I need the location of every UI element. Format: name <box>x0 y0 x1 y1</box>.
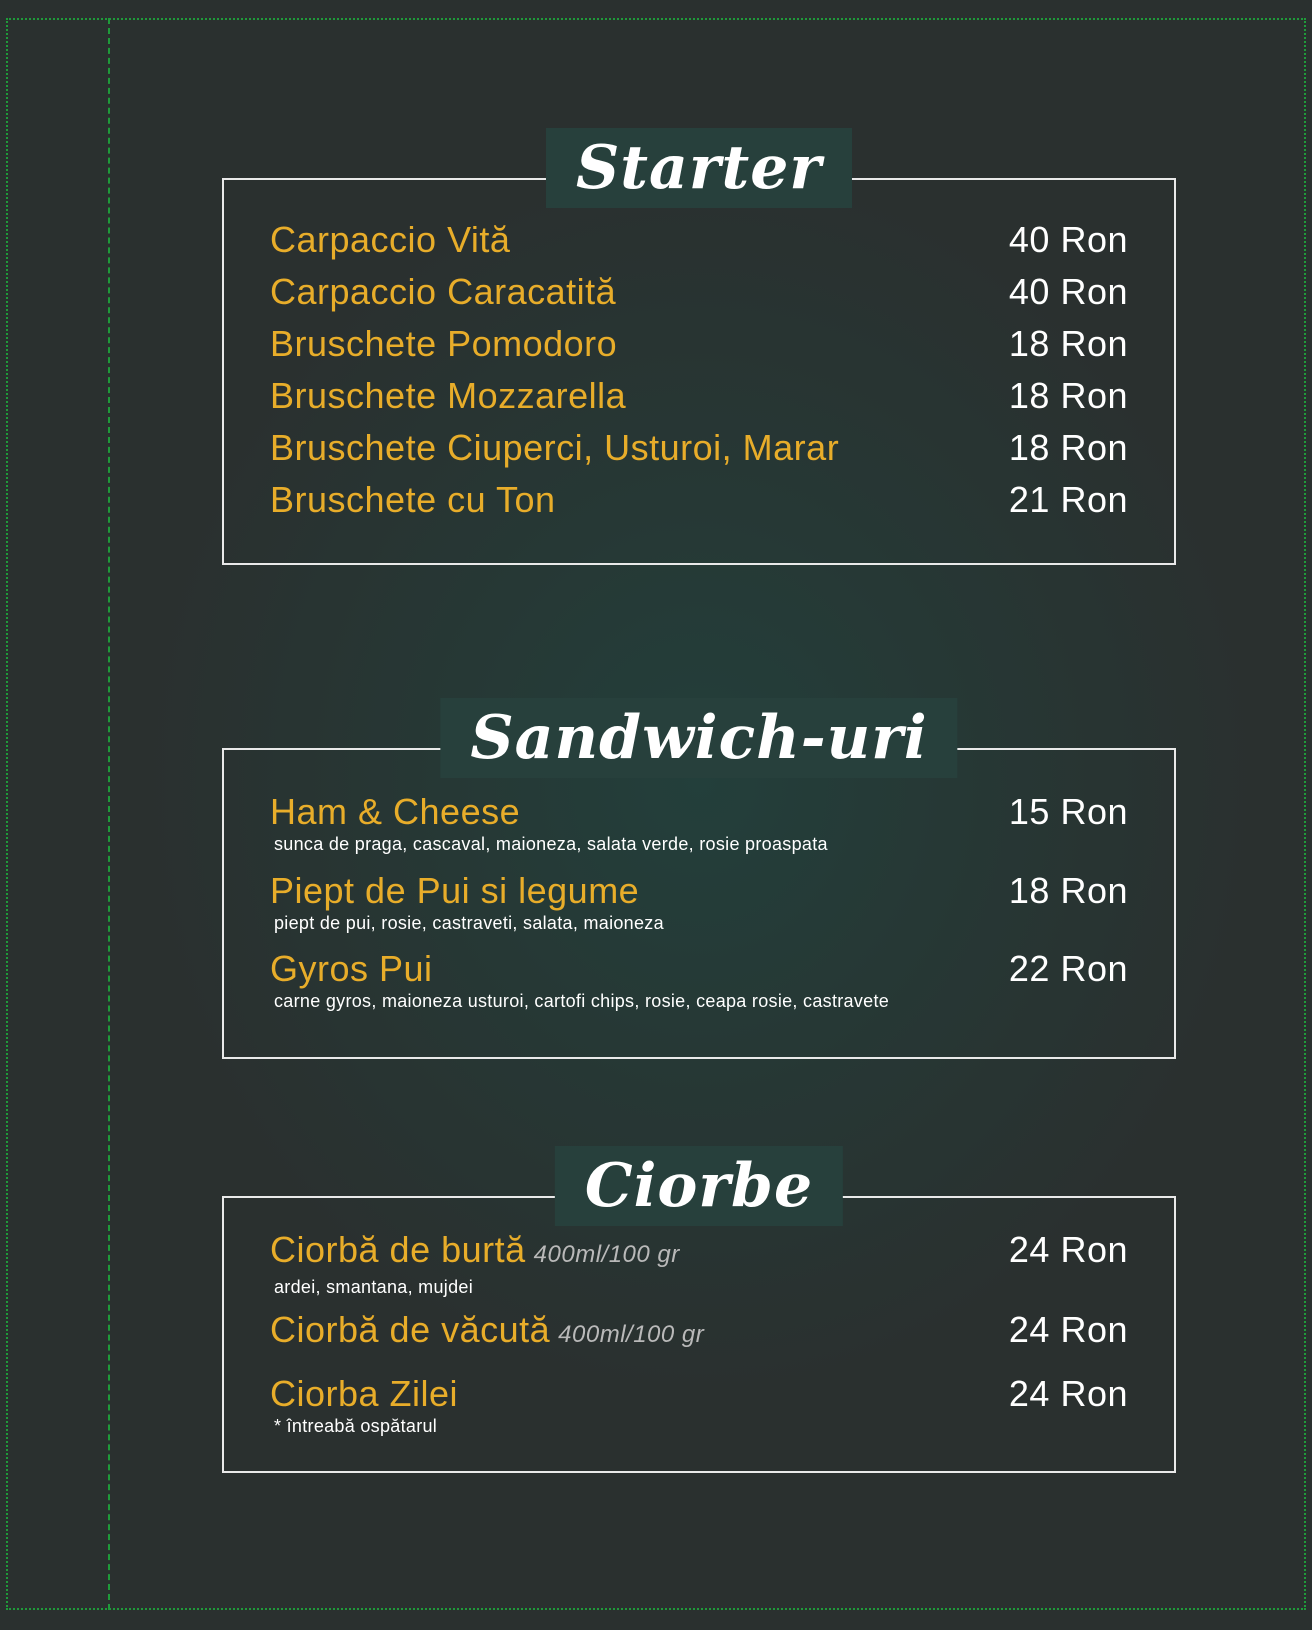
item-price: 18 Ron <box>1008 375 1128 416</box>
menu-item <box>270 478 1128 522</box>
item-description: sunca de praga, cascaval, maioneza, salata verde, rosie proaspata <box>274 834 828 854</box>
item-name: Carpaccio Caracatită <box>270 271 617 312</box>
item-name: Gyros Pui <box>270 948 433 989</box>
item-price: 18 Ron <box>1008 870 1128 911</box>
item-price: 18 Ron <box>1008 427 1128 468</box>
item-description: * întreabă ospătarul <box>274 1416 438 1436</box>
menu-item <box>270 270 1128 314</box>
menu-item <box>270 790 1128 854</box>
menu-item <box>270 1372 1128 1436</box>
item-name: Bruschete Mozzarella <box>270 375 627 416</box>
item-price: 24 Ron <box>1008 1373 1128 1414</box>
item-price: 40 Ron <box>1008 271 1128 312</box>
item-name: Ham & Cheese <box>270 791 521 832</box>
menu-item <box>270 1308 1128 1357</box>
item-description: ardei, smantana, mujdei <box>274 1277 474 1297</box>
section-starter <box>222 133 1176 565</box>
item-price: 15 Ron <box>1008 791 1128 832</box>
item-portion: 400ml/100 gr <box>558 1321 705 1348</box>
item-name: Bruschete cu Ton <box>270 479 556 520</box>
item-name: Piept de Pui si legume <box>270 870 640 911</box>
item-price: 24 Ron <box>1008 1309 1128 1350</box>
section-title: Sandwich-uri <box>440 698 957 778</box>
item-portion: 400ml/100 gr <box>533 1241 680 1268</box>
item-name: Bruschete Ciuperci, Usturoi, Marar <box>270 427 840 468</box>
item-name: Bruschete Pomodoro <box>270 323 618 364</box>
menu-item <box>270 218 1128 262</box>
item-name: Ciorbă de văcută <box>270 1309 551 1350</box>
item-price: 22 Ron <box>1008 948 1128 989</box>
item-description: carne gyros, maioneza usturoi, cartofi chips, rosie, ceapa rosie, castravete <box>274 991 890 1011</box>
section-title: Ciorbe <box>555 1146 843 1226</box>
menu-item <box>270 374 1128 418</box>
item-price: 40 Ron <box>1008 219 1128 260</box>
section-soups <box>222 1151 1176 1473</box>
item-name-line <box>270 1308 1128 1357</box>
menu-item <box>270 1228 1128 1297</box>
menu-item <box>270 426 1128 470</box>
item-name: Ciorba Zilei <box>270 1373 459 1414</box>
item-price: 24 Ron <box>1008 1229 1128 1270</box>
menu-item <box>270 947 1128 1011</box>
item-description: piept de pui, rosie, castraveti, salata, maioneza <box>274 913 664 933</box>
menu-item <box>270 322 1128 366</box>
item-name: Carpaccio Vită <box>270 219 511 260</box>
item-name: Ciorbă de burtă <box>270 1229 526 1270</box>
section-sandwiches <box>222 703 1176 1059</box>
item-price: 21 Ron <box>1008 479 1128 520</box>
print-guide-line <box>108 18 110 1610</box>
section-title: Starter <box>546 128 852 208</box>
item-name-line <box>270 1228 1128 1277</box>
item-price: 18 Ron <box>1008 323 1128 364</box>
menu-item <box>270 869 1128 933</box>
